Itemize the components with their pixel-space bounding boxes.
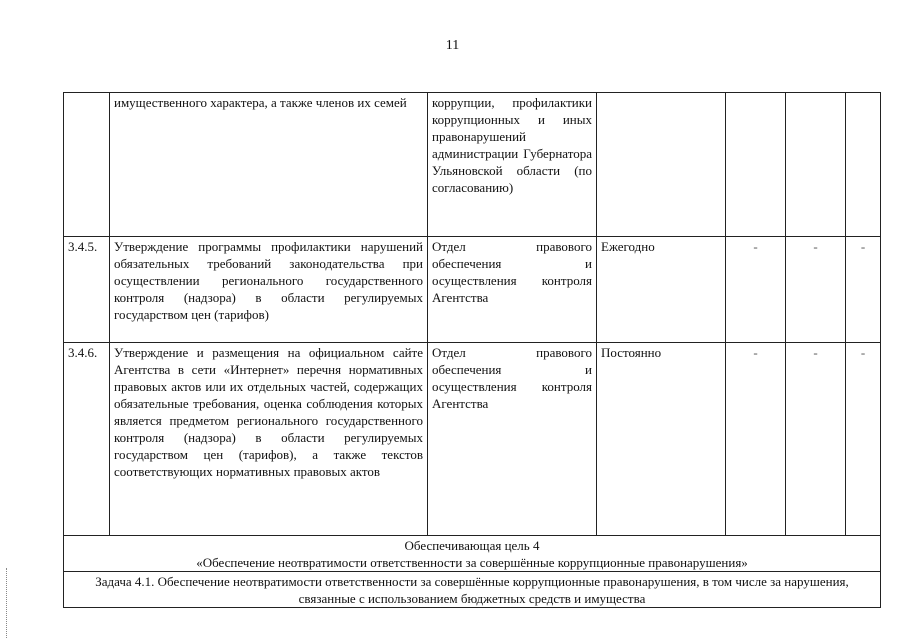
- value-cell: -: [846, 237, 881, 343]
- measures-table: [63, 92, 881, 608]
- executor-text: Отдел правового обеспечения и осуществления контроля Агентства: [428, 237, 597, 343]
- task-row: [64, 572, 881, 608]
- scan-edge-mark: [6, 568, 8, 638]
- page-number: 11: [445, 38, 460, 53]
- value-cell: -: [726, 237, 786, 343]
- measure-text: Утверждение и размещения на официальном сайте Агентства в сети «Интернет» перечня нормативных правовых актов или их отдельных частей, содержащих обязательные требования, оценка соблюдения которых является предметом регионального государственного контроля (надзора) в области регулируемых государством цен (тарифов), а также текстов соответствующих нормативных правовых актов: [110, 343, 428, 536]
- term-text: Постоянно: [597, 343, 726, 536]
- table-row: [64, 237, 881, 343]
- value-cell: -: [726, 343, 786, 536]
- term-text: Ежегодно: [597, 237, 726, 343]
- table-row: [64, 343, 881, 536]
- table-row: [64, 93, 881, 237]
- term-text: [597, 93, 726, 237]
- value-cell: [786, 93, 846, 237]
- measure-text: Утверждение программы профилактики нарушений обязательных требований законодательства при осуществлении регионального государственного контроля (надзора) в области регулируемых государством цен (тарифов): [110, 237, 428, 343]
- measure-text: имущественного характера, а также членов их семей: [110, 93, 428, 237]
- executor-text: Отдел правового обеспечения и осуществления контроля Агентства: [428, 343, 597, 536]
- goal-heading: Обеспечивающая цель 4: [404, 538, 540, 553]
- value-cell: -: [846, 343, 881, 536]
- value-cell: [726, 93, 786, 237]
- row-number: 3.4.6.: [64, 343, 110, 536]
- value-cell: -: [786, 237, 846, 343]
- goal-cell: [64, 536, 881, 572]
- row-number: 3.4.5.: [64, 237, 110, 343]
- goal-text: «Обеспечение неотвратимости ответственности за совершённые коррупционные правонарушения»: [196, 555, 748, 570]
- value-cell: [846, 93, 881, 237]
- task-cell: Задача 4.1. Обеспечение неотвратимости ответственности за совершённые коррупционные правонарушения, в том числе за нарушения, связанные с использованием бюджетных средств и имущества: [64, 572, 881, 608]
- row-number: [64, 93, 110, 237]
- goal-row: [64, 536, 881, 572]
- value-cell: -: [786, 343, 846, 536]
- executor-text: коррупции, профилактики коррупционных и иных правонарушений администрации Губернатора Ульяновской области (по согласованию): [428, 93, 597, 237]
